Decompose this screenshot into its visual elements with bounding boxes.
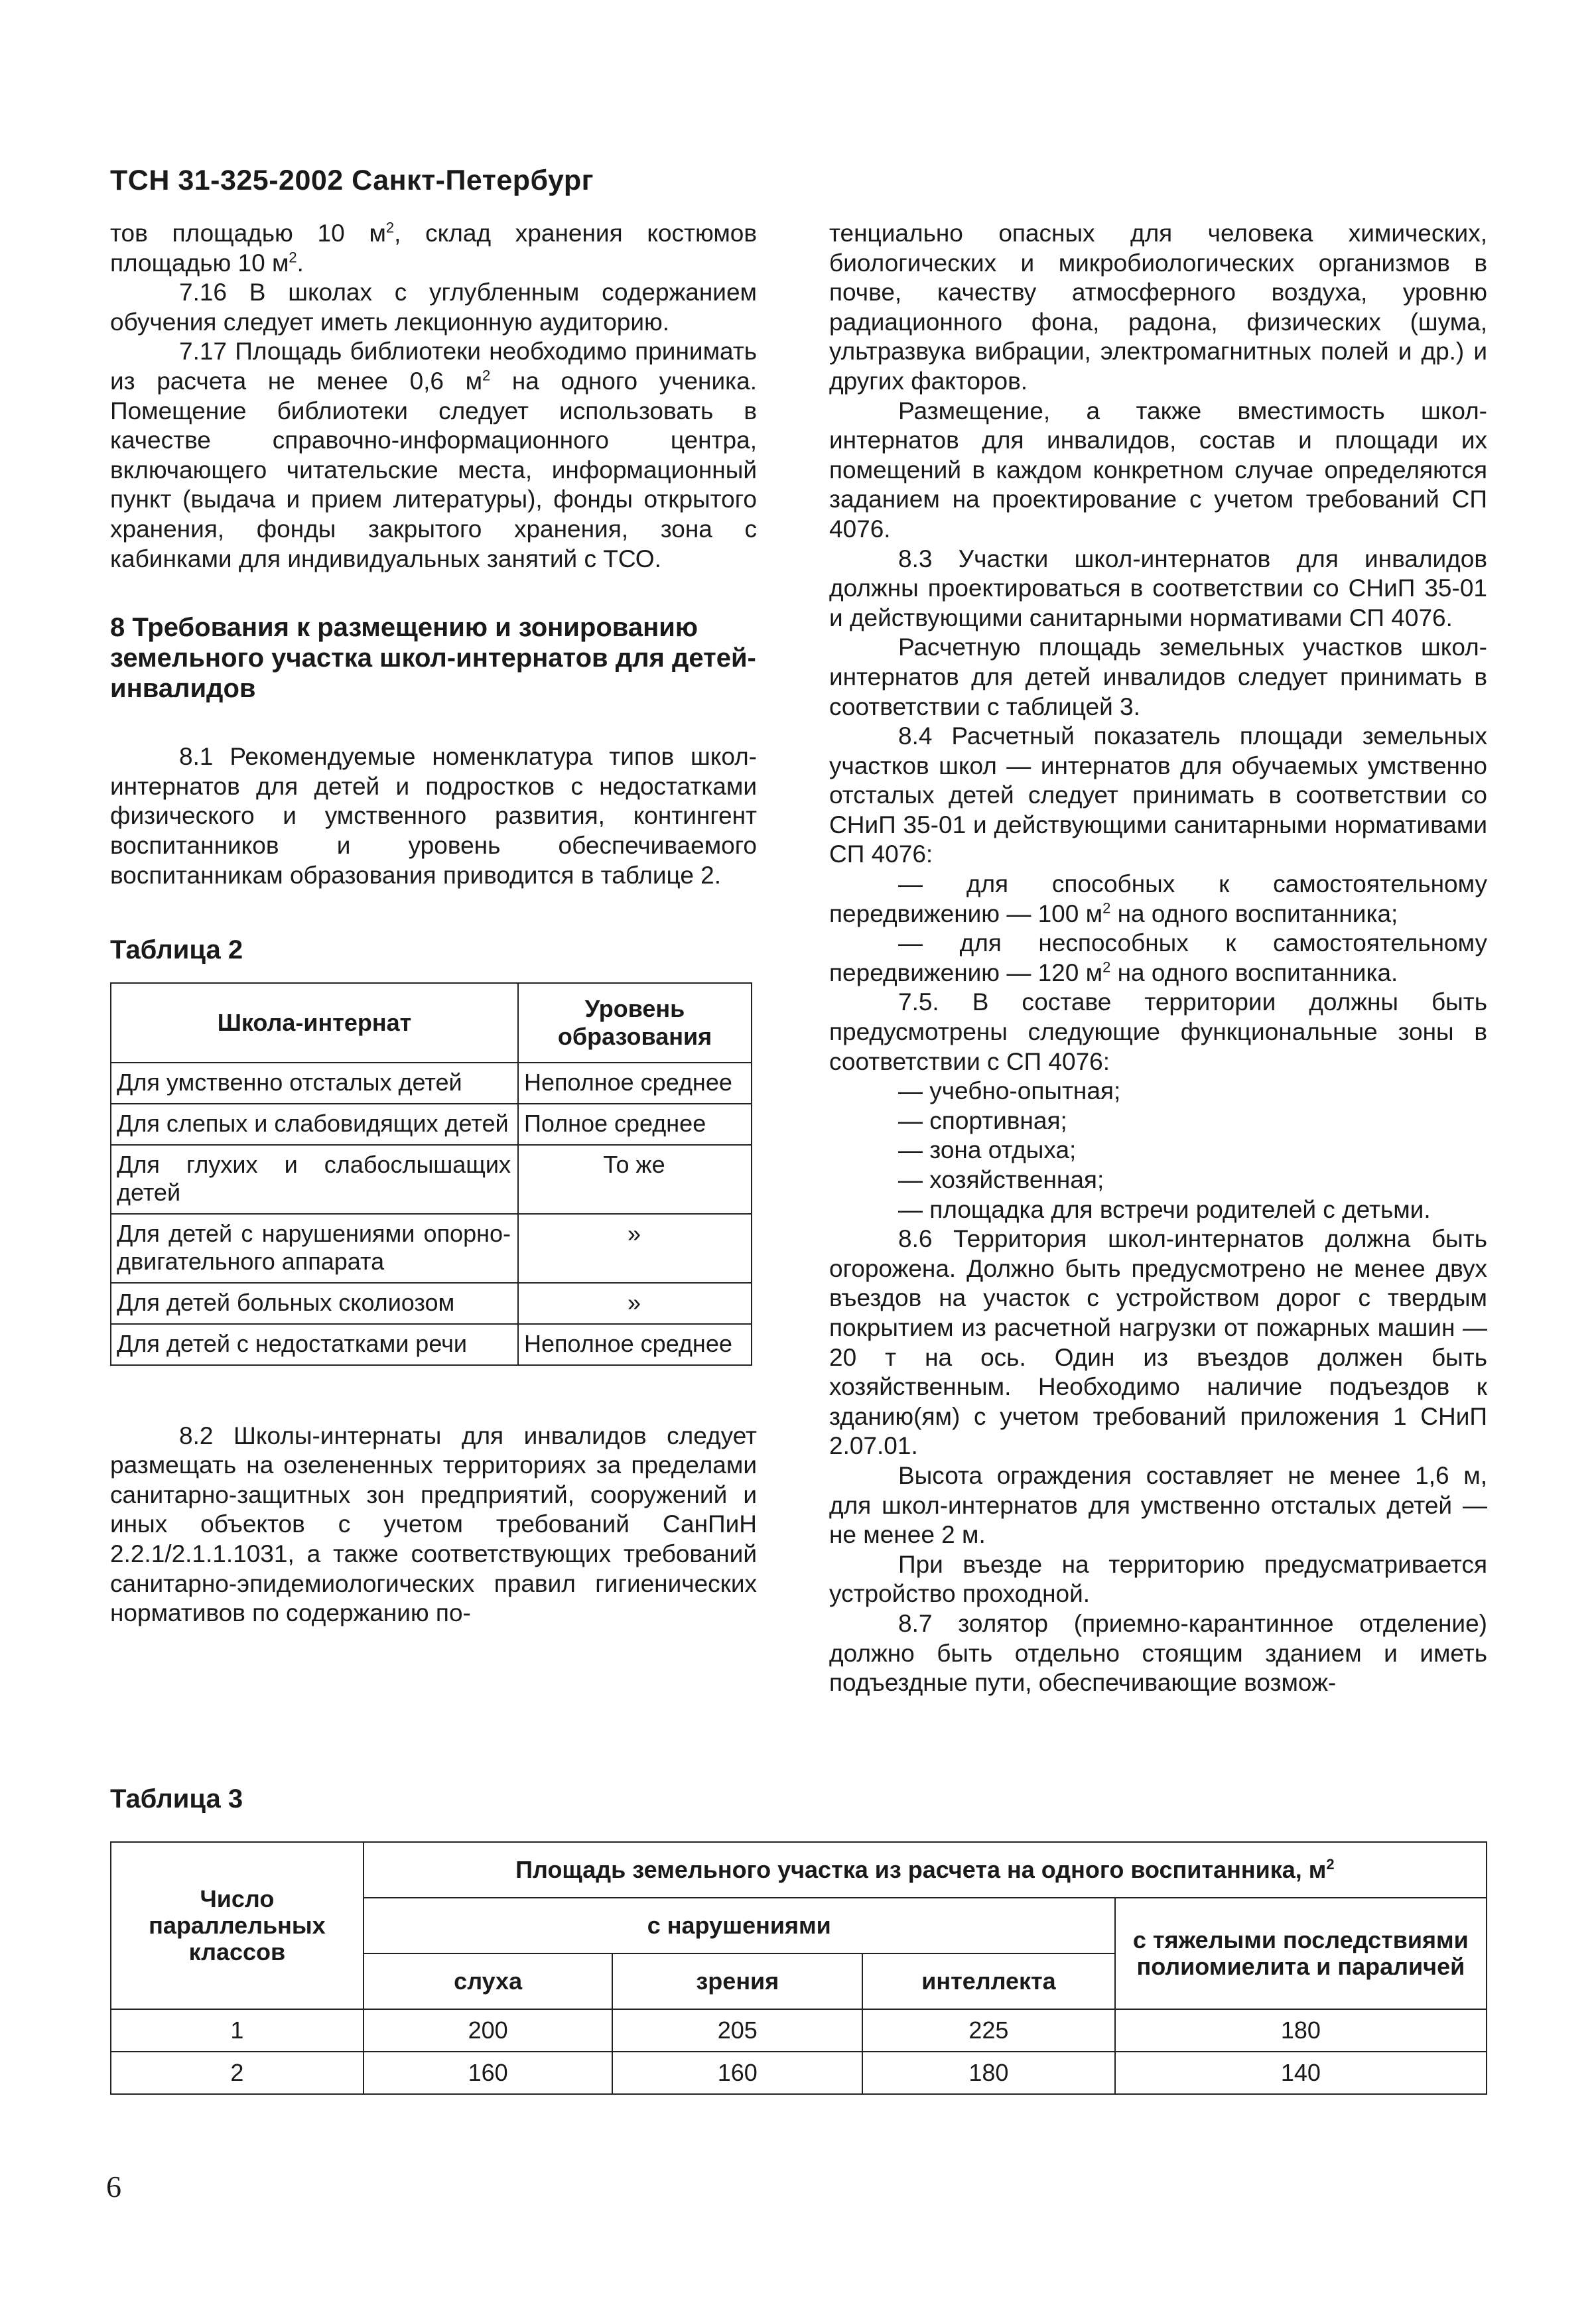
table-cell: 160	[364, 2052, 613, 2094]
table-cell: Для детей с недостатками речи	[111, 1324, 518, 1365]
table-header: интеллекта	[862, 1953, 1115, 2009]
table-row	[111, 1324, 752, 1365]
paragraph: Размещение, а также вместимость школ-интернатов для инвалидов, состав и площади их помещений в каждом конкретном случае определяются заданием на проектирование с учетом требований СП 4076.	[829, 397, 1487, 543]
paragraph-8-2: 8.2 Школы-интернаты для инвалидов следует размещать на озелененных территориях за пределами санитарно-защитных зон предприятий, сооружений и иных объектов с учетом требований СанПиН 2.2.1/2.1.1.1031, а также соответствующих требований санитарно-эпидемиологических правил гигиенических нормативов по содержанию по-	[110, 1421, 757, 1627]
table-cell: 160	[612, 2052, 862, 2094]
table-cell: Для умственно отсталых детей	[111, 1063, 518, 1104]
table-cell: 1	[111, 2009, 364, 2052]
table-3-caption: Таблица 3	[110, 1784, 243, 1814]
page-number: 6	[106, 2170, 121, 2204]
right-column	[829, 219, 1487, 1698]
list-item: — для способных к самостоятельному передвижению — 100 $м^2$ на одного воспитанника;	[829, 870, 1487, 927]
paragraph: При въезде на территорию предусматривается устройство проходной.	[829, 1550, 1487, 1608]
paragraph-7-16: 7.16 В школах с углубленным содержанием обучения следует иметь лекционную аудиторию.	[110, 279, 757, 336]
paragraph-8-1: 8.1 Рекомендуемые номенклатура типов школ-интернатов для детей и подростков с недостатками физического и умственного развития, контингент воспитанников и уровень обеспечиваемого воспитанникам образования приводится в таблице 2.	[110, 743, 757, 889]
table-cell: »	[518, 1214, 752, 1283]
table-cell: 205	[612, 2009, 862, 2052]
table-2	[110, 982, 752, 1366]
table-header: Площадь земельного участка из расчета на одного воспитанника, $м^2$	[364, 1842, 1487, 1898]
table-cell: То же	[518, 1145, 752, 1214]
table-row	[111, 2009, 1487, 2052]
table-cell: Неполное среднее	[518, 1063, 752, 1104]
table-cell: 140	[1115, 2052, 1487, 2094]
left-column	[110, 219, 757, 1628]
table-cell: 180	[1115, 2009, 1487, 2052]
paragraph-8-6: 8.6 Территория школ-интернатов должна быть огорожена. Должно быть предусмотрено не менее двух въездов на участок с устройством дорог с твердым покрытием из расчетной нагрузки от пожарных машин — 20 т на ось. Один из въездов должен быть хозяйственным. Необходимо наличие подъездов к зданию(ям) с учетом требований приложения 1 СНиП 2.07.01.	[829, 1225, 1487, 1460]
table-row	[111, 2052, 1487, 2094]
table-cell: »	[518, 1283, 752, 1324]
paragraph-8-4: 8.4 Расчетный показатель площади земельных участков школ — интернатов для обучаемых умственно отсталых детей следует принимать в соответствии со СНиП 35-01 и действующими санитарными нормативами СП 4076:	[829, 722, 1487, 868]
section-8-heading: 8 Требования к размещению и зонированию земельного участка школ-интернатов для детей-инвалидов	[110, 613, 756, 704]
table-header: с нарушениями	[364, 1898, 1115, 1953]
table-cell: 225	[862, 2009, 1115, 2052]
table-row	[111, 1145, 752, 1214]
paragraph: Высота ограждения составляет не менее 1,6 м, для школ-интернатов для умственно отсталых детей — не менее 2 м.	[829, 1461, 1487, 1549]
table-header: Число параллельных классов	[111, 1842, 364, 2009]
list-item: — учебно-опытная;	[898, 1077, 1121, 1105]
table-3	[110, 1841, 1487, 2095]
table-row	[111, 1104, 752, 1145]
table-header: зрения	[612, 1953, 862, 2009]
table-header: слуха	[364, 1953, 613, 2009]
paragraph-7-17: 7.17 Площадь библиотеки необходимо принимать из расчета не менее 0,6 $м^2$ на одного ученика. Помещение библиотеки следует использовать в качестве справочно-информационного центра, включающего читательские места, информационный пункт (выдача и прием литературы), фонды открытого хранения, фонды закрытого хранения, зона с кабинками для индивидуальных занятий с ТСО.	[110, 338, 757, 572]
list-item: — хозяйственная;	[898, 1166, 1104, 1193]
table-row	[111, 1214, 752, 1283]
table-cell: Неполное среднее	[518, 1324, 752, 1365]
table-cell: Полное среднее	[518, 1104, 752, 1145]
table-cell: 2	[111, 2052, 364, 2094]
list-item: — зона отдыха;	[898, 1136, 1077, 1164]
table-header: с тяжелыми последствиями полиомиелита и параличей	[1115, 1898, 1487, 2009]
table-row	[111, 1063, 752, 1104]
table-cell: 200	[364, 2009, 613, 2052]
table-header: Уровень образования	[518, 983, 752, 1063]
paragraph-7-5: 7.5. В составе территории должны быть предусмотрены следующие функциональные зоны в соответствии с СП 4076:	[829, 988, 1487, 1075]
table-header: Школа-интернат	[111, 983, 518, 1063]
table-2-caption: Таблица 2	[110, 935, 243, 965]
paragraph-8-7: 8.7 золятор (приемно-карантинное отделение) должно быть отдельно стоящим зданием и иметь подъездные пути, обеспечивающие возмож-	[829, 1609, 1487, 1697]
paragraph: Расчетную площадь земельных участков школ-интернатов для детей инвалидов следует принимать в соответствии с таблицей 3.	[829, 633, 1487, 720]
paragraph-8-3: 8.3 Участки школ-интернатов для инвалидов должны проектироваться в соответствии со СНиП 35-01 и действующими санитарными нормативами СП 4076.	[829, 545, 1487, 631]
list-item: — для неспособных к самостоятельному передвижению — 120 $м^2$ на одного воспитанника.	[829, 929, 1487, 986]
list-item: — спортивная;	[898, 1106, 1067, 1134]
list-item: — площадка для встречи родителей с детьми.	[898, 1195, 1431, 1223]
table-cell: 180	[862, 2052, 1115, 2094]
paragraph: тенциально опасных для человека химических, биологических и микробиологических организмов в почве, качеству атмосферного воздуха, уровню радиационного фона, радона, физических (шума, ультразвука вибрации, электромагнитных полей и др.) и других факторов.	[829, 220, 1487, 395]
table-cell: Для детей с нарушениями опорно-двигательного аппарата	[111, 1214, 518, 1283]
table-row	[111, 1283, 752, 1324]
table-cell: Для детей больных сколиозом	[111, 1283, 518, 1324]
table-cell: Для слепых и слабовидящих детей	[111, 1104, 518, 1145]
paragraph: тов площадью 10 $м^2$, склад хранения костюмов площадью 10 $м^2$.	[110, 219, 757, 277]
document-header: ТСН 31-325-2002 Санкт-Петербург	[110, 165, 594, 196]
table-cell: Для глухих и слабослышащих детей	[111, 1145, 518, 1214]
